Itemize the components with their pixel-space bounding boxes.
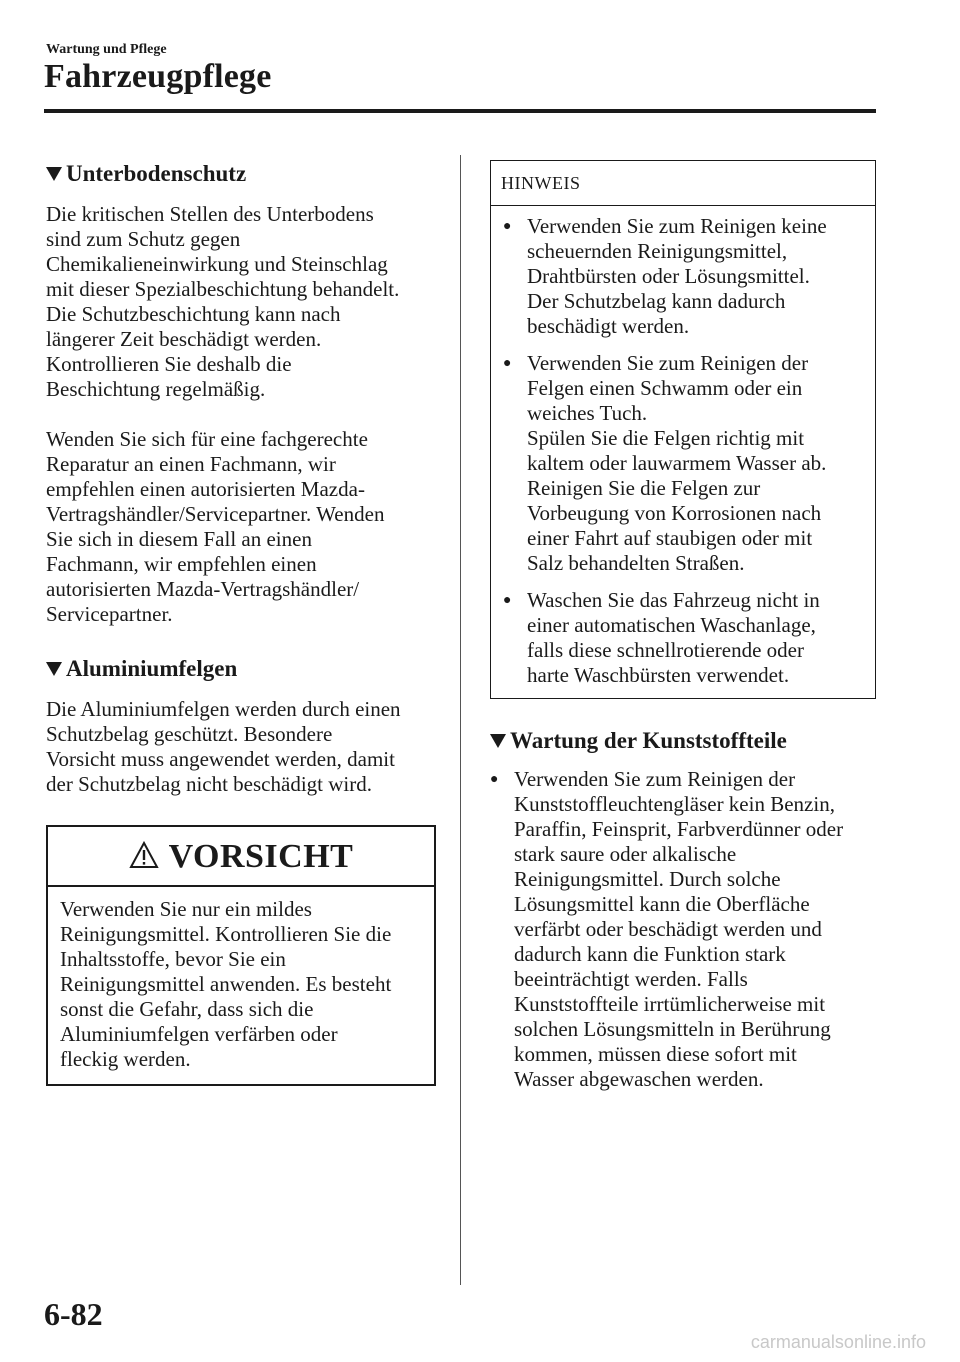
caution-box [46,825,436,1086]
section-title: Aluminiumfelgen [66,656,238,681]
bullet-dot-icon: ● [503,593,512,608]
section-title: Unterbodenschutz [66,161,247,186]
list-item-text: Verwenden Sie zum Reinigen der Kunststoffleuchtengläser kein Benzin, Paraffin, Feinsprit, Farbverdünner oder stark saure oder alkalische Reinigungsmittel. Durch solche Lösungsmittel kann die Oberfläche verfärbt oder beschädigt werden und dadurch kann die Funktion stark beeinträchtigt werden. Falls Kunststoffteile irrtümlicherweise mit solchen Lösungsmitteln in Berührung kommen, müssen diese sofort mit Wasser abgewaschen werden. [514,767,844,1091]
section-title: Wartung der Kunststoffteile [510,728,787,753]
list-item-text: Verwenden Sie zum Reinigen keine scheuernden Reinigungsmittel, Drahtbürsten oder Lösungsmittel. Der Schutzbelag kann dadurch beschädigt werden. [527,214,827,338]
list-item [503,588,861,688]
plastic-care-list [490,767,876,1092]
paragraph: Die Aluminiumfelgen werden durch einen Schutzbelag geschützt. Besondere Vorsicht muss angewendet werden, damit der Schutzbelag nicht beschädigt wird. [46,697,401,796]
bullet-dot-icon: ● [490,772,499,787]
triangle-down-icon [46,167,62,181]
note-box [490,160,876,699]
warning-triangle-icon [129,841,159,871]
list-item-text: Verwenden Sie zum Reinigen der Felgen einen Schwamm oder ein weiches Tuch. Spülen Sie die Felgen richtig mit kaltem oder lauwarmem Wasser ab. Reinigen Sie die Felgen zur Vorbeugung von Korrosionen nach einer Fahrt auf staubigen oder mit Salz behandelten Straßen. [527,351,827,575]
caution-title: VORSICHT [168,837,354,875]
bullet-dot-icon: ● [503,356,512,371]
caution-header [48,827,434,885]
bullet-dot-icon: ● [503,219,512,234]
section-heading-unterbodenschutz [46,160,436,188]
column-divider [460,155,461,1285]
list-item [490,767,876,1092]
note-list [491,206,875,698]
watermark: carmanualsonline.info [750,1332,926,1352]
section-heading-kunststoffteile [490,727,876,755]
note-title: HINWEIS [501,173,581,193]
right-column [490,160,876,1092]
header-rule [44,109,876,113]
page-number: 6-82 [44,1296,103,1332]
triangle-down-icon [46,662,62,676]
paragraph: Die kritischen Stellen des Unterbodens sind zum Schutz gegen Chemikalieneinwirkung und Steinschlag mit dieser Spezialbeschichtung behandelt. Die Schutzbeschichtung kann nach längerer Zeit beschädigt werden. Kontrollieren Sie deshalb die Beschichtung regelmäßig. [46,202,400,401]
list-item [503,351,861,576]
paragraph: Wenden Sie sich für eine fachgerechte Reparatur an einen Fachmann, wir empfehlen einen autorisierten Mazda- Vertragshändler/Servicepartner. Wenden Sie sich in diesem Fall an einen Fachmann, wir empfehlen einen autorisierten Mazda-Vertragshändler/ Servicepartner. [46,427,385,626]
chapter-title: Fahrzeugpflege [44,58,272,95]
left-column [46,160,436,1086]
list-item [503,214,861,339]
section-label: Wartung und Pflege [46,42,167,57]
list-item-text: Waschen Sie das Fahrzeug nicht in einer automatischen Waschanlage, falls diese schnellrotierende oder harte Waschbürsten verwendet. [527,588,820,687]
caution-text: Verwenden Sie nur ein mildes Reinigungsmittel. Kontrollieren Sie die Inhaltsstoffe, bevor Sie ein Reinigungsmittel anwenden. Es besteht sonst die Gefahr, dass sich die Aluminiumfelgen verfärben oder fleckig werden. [60,897,392,1071]
section-heading-aluminiumfelgen [46,655,436,683]
triangle-down-icon [490,734,506,748]
